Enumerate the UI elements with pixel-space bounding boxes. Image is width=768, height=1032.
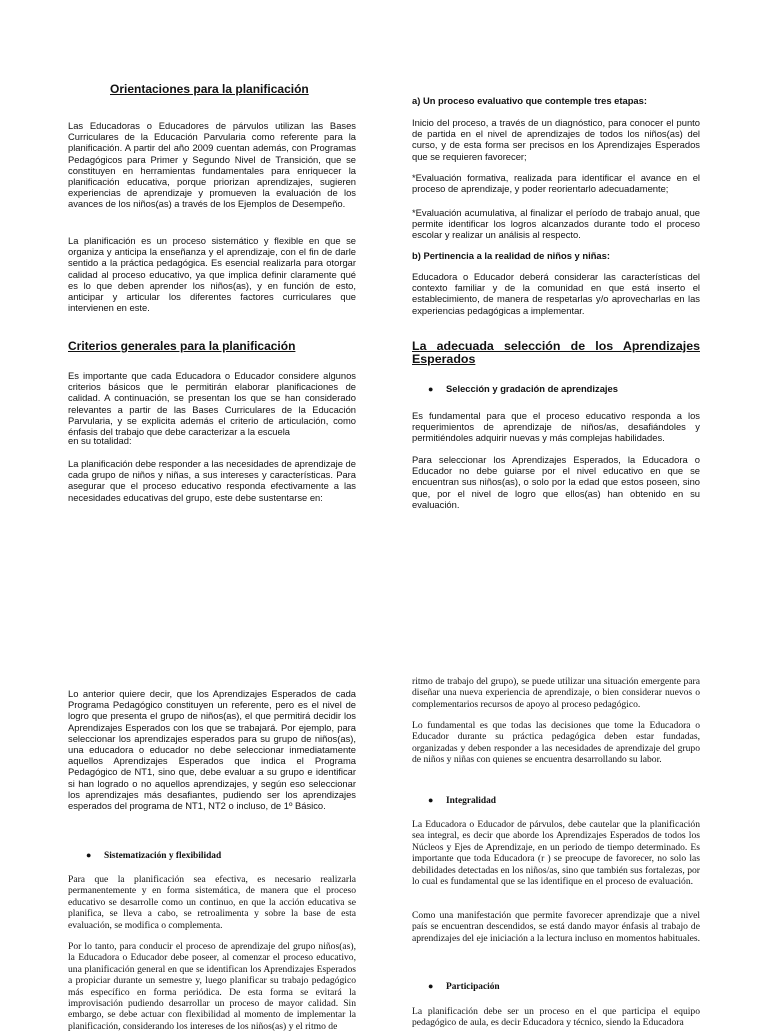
heading-pertinencia: b) Pertinencia a la realidad de niños y niñas: bbox=[412, 250, 610, 261]
paragraph-planificacion-efectiva: Para que la planificación sea efectiva, es necesario realizarla permanentemente y en forma sistemática, de manera que el proceso educativo se desarrolle como un continuo, en que la acción educativa se planifica, se lleva a cabo, se retroalimenta y sobre la base de esta evaluación, se modifica o complementa. bbox=[68, 874, 356, 931]
bullet-participacion bbox=[428, 981, 500, 993]
bullet-integralidad-label: Integralidad bbox=[446, 796, 497, 806]
heading-proceso-evaluativo: a) Un proceso evaluativo que contemple tres etapas: bbox=[412, 95, 647, 106]
bullet-seleccion-label: Selección y gradación de aprendizajes bbox=[446, 383, 618, 394]
bullet-sistematizacion-label: Sistematización y flexibilidad bbox=[104, 851, 222, 861]
paragraph-evaluacion-acumulativa: *Evaluación acumulativa, al finalizar el período de trabajo anual, que permite identificar los logros alcanzados durante todo el proceso escolar y realizar un análisis al respecto. bbox=[412, 207, 700, 241]
bullet-participacion-label: Participación bbox=[446, 982, 500, 992]
paragraph-necesidades-aprendizaje: La planificación debe responder a las necesidades de aprendizaje de cada grupo de niños y niñas, a sus intereses y características. Para asegurar que el proceso educativo responda efectivamente a las necesidades educativas del grupo, este debe sustentarse en: bbox=[68, 458, 356, 503]
paragraph-ritmo-trabajo: ritmo de trabajo del grupo), se puede utilizar una situación emergente para diseñar una nueva experiencia de aprendizaje, o bien considerar nuevos o complementarios recursos de apoyo al proceso pedagógico. bbox=[412, 676, 700, 710]
bullet-dot-icon: ● bbox=[428, 384, 434, 394]
paragraph-planificacion-integral: La Educadora o Educador de párvulos, debe cautelar que la planificación sea integral, es decir que aborde los Aprendizajes Esperados de todos los Núcleos y Ejes de Aprendizaje, en un periodo de tiempo determinado. Es importante que toda Educadora (r ) se preocupe de favorecer, no solo las debilidades detectadas en los niños/as, sino que también sus fortalezas, por lo cual es fundamental que se las identifique en el proceso de evaluación. bbox=[412, 819, 700, 888]
paragraph-bases-curriculares: Las Educadoras o Educadores de párvulos utilizan las Bases Curriculares de la Educación Parvularia como referente para la planificación. A partir del año 2009 cuentan además, con Programas Pedagógicos para Primer y Segundo Nivel de Transición, que se constituyen en herramientas fundamentales para enriquecer la planificación educativa, porque priorizan aprendizajes, sugieren experiencias de aprendizaje y promueven la evaluación de los avances de los niños(as) a través de los Ejemplos de Desempeño. bbox=[68, 120, 356, 210]
bullet-dot-icon: ● bbox=[428, 981, 434, 991]
paragraph-decisiones: Lo fundamental es que todas las decisiones que tome la Educadora o Educador durante su práctica pedagógica deben estar fundadas, organizadas y deben responder a las necesidades de aprendizaje del grupo de niños y niñas con quienes se encuentra desarrollando su labor. bbox=[412, 720, 700, 766]
bullet-dot-icon: ● bbox=[86, 850, 92, 860]
section-title-orientaciones: Orientaciones para la planificación bbox=[110, 82, 309, 96]
paragraph-criterios-tail: en su totalidad: bbox=[68, 435, 132, 446]
paragraph-criterios-basicos: Es importante que cada Educadora o Educador considere algunos criterios básicos que le permitirán elaborar planificaciones de calidad. A continuación, se presentan los que se han considerado relevantes a partir de las Bases Curriculares de la Educación Parvularia, y se explicita además el criterio de articulación, como énfasis del trabajo que debe caracterizar a la escuela bbox=[68, 370, 356, 438]
paragraph-contexto-familiar: Educadora o Educador deberá considerar las características del contexto familiar y de la comunidad en que está inserto el establecimiento, de manera de respetarlas y/o aprovecharlas en las experiencias pedagógicas a implementar. bbox=[412, 271, 700, 316]
paragraph-evaluacion-formativa: *Evaluación formativa, realizada para identificar el avance en el proceso de aprendizaje, y poder reorientarlo adecuadamente; bbox=[412, 172, 700, 195]
paragraph-planificacion-proceso: La planificación es un proceso sistemático y flexible en que se organiza y anticipa la enseñanza y el aprendizaje, con el fin de darle sentido a la práctica pedagógica. Es esencial realizarla para otorgar calidad al proceso educativo, ya que implica definir claramente qué es lo que deben aprender los niños(as), y en función de esto, anticipar y articular los diferentes factores curriculares que intervienen en este. bbox=[68, 235, 356, 314]
paragraph-proceso-educativo-responda: Es fundamental para que el proceso educativo responda a los requerimientos de aprendizaje de niños/as, desafiándoles y permitiéndoles adquirir nuevas y más complejas habilidades. bbox=[412, 410, 700, 444]
paragraph-lo-anterior: Lo anterior quiere decir, que los Aprendizajes Esperados de cada Programa Pedagógico constituyen un referente, pero es el nivel de logro que presenta el grupo de niños(as), el que permitirá decidir los Aprendizajes Esperados con los que se trabajará. Por ejemplo, para seleccionar los aprendizajes esperados para su grupo de niños(as), una educadora o educador no debe seleccionar inmediatamente aquellos Aprendizajes Esperados que indica el Programa Pedagógico de NT1, sino que, debe evaluar a su grupo e identificar si han logrado o no aquellos aprendizajes, y según eso seleccionar los aprendizajes más desafiantes, pudiendo ser los aprendizajes esperados del programa de NT1, NT2 o incluso, de 1º Básico. bbox=[68, 688, 356, 812]
section-title-criterios: Criterios generales para la planificación bbox=[68, 339, 296, 353]
bullet-dot-icon: ● bbox=[428, 795, 434, 805]
paragraph-conducir-proceso: Por lo tanto, para conducir el proceso de aprendizaje del grupo niños(as), la Educadora o Educador debe poseer, al comenzar el proceso educativo, una planificación general en que se identifican los Aprendizajes Esperados a propiciar durante un semestre y, luego planificar su trabajo pedagógico más específico en forma periódica. De esta forma se evitará la improvisación pudiendo desarrollar un proceso de mayor calidad. Sin embargo, se debe actuar con flexibilidad al momento de implementar la planificación, considerando los intereses de los niños(as) y el ritmo de bbox=[68, 941, 356, 1032]
paragraph-inicio-proceso: Inicio del proceso, a través de un diagnóstico, para conocer el punto de partida en el nivel de aprendizajes de todos los niños(as) del curso, y de esta forma ser precisos en los Aprendizajes Esperados que se requieren favorecer; bbox=[412, 117, 700, 162]
paragraph-participacion: La planificación debe ser un proceso en el que participa el equipo pedagógico de aula, es decir Educadora y técnico, siendo la Educadora bbox=[412, 1006, 700, 1029]
paragraph-manifestacion: Como una manifestación que permite favorecer aprendizaje que a nivel país se encuentran descendidos, se está dando mayor énfasis al trabajo de aprendizajes del eje iniciación a la lectura incluso en momentos habituales. bbox=[412, 910, 700, 944]
bullet-seleccion bbox=[428, 383, 618, 394]
section-title-adecuada-seleccion: La adecuada selección de los Aprendizajes Esperados bbox=[412, 339, 700, 366]
paragraph-seleccionar-aprendizajes: Para seleccionar los Aprendizajes Esperados, la Educadora o Educador no debe guiarse por el nivel educativo en que se encuentran sus niños(as), o solo por la edad que estos poseen, sino que, por el nivel de logro que ellos(as) han obtenido en su evaluación. bbox=[412, 454, 700, 510]
bullet-sistematizacion bbox=[86, 850, 221, 862]
bullet-integralidad bbox=[428, 795, 496, 807]
